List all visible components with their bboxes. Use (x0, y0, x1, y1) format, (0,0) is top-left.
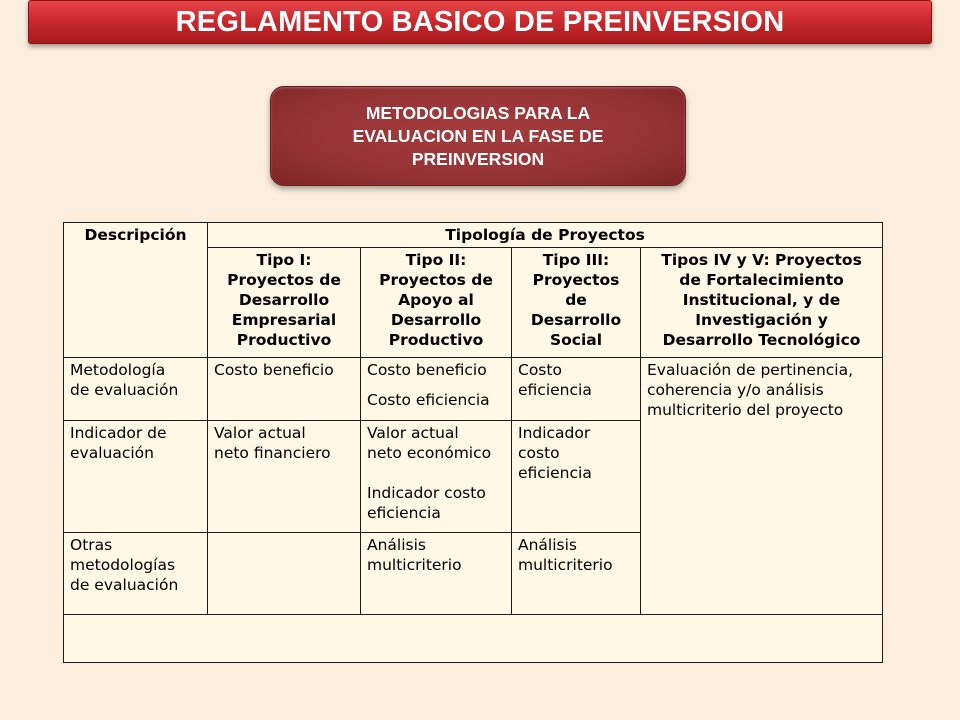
methodology-table (63, 222, 883, 663)
header-tipo-4-5: Tipos IV y V: Proyectos de Fortalecimiento Institucional, y de Investigación y Desarrollo Tecnológico (641, 248, 883, 358)
cell-tipo-1: Costo beneficio (208, 358, 361, 421)
cell-tipo-2: Análisis multicriterio (361, 533, 512, 615)
cell-tipo-3: Indicador costo eficiencia (512, 421, 641, 533)
subtitle-text: METODOLOGIAS PARA LA EVALUACION EN LA FASE DE PREINVERSION (352, 102, 604, 169)
empty-cell (64, 615, 883, 663)
subtitle-box (270, 86, 686, 186)
table-header-row (64, 223, 883, 248)
row-label: Metodología de evaluación (64, 358, 208, 421)
row-label: Otras metodologías de evaluación (64, 533, 208, 615)
header-descripcion: Descripción (64, 223, 208, 358)
title-banner (28, 0, 932, 44)
cell-tipo-1: Valor actual neto financiero (208, 421, 361, 533)
row-label: Indicador de evaluación (64, 421, 208, 533)
cell-tipo-1 (208, 533, 361, 615)
cell-tipo-2-line-1: Costo beneficio (367, 361, 487, 379)
cell-tipo-4-5: Evaluación de pertinencia, coherencia y/o análisis multicriterio del proyecto (641, 358, 883, 615)
table-row-empty (64, 615, 883, 663)
page-title: REGLAMENTO BASICO DE PREINVERSION (175, 5, 785, 38)
table-row (64, 358, 883, 421)
header-tipo-1: Tipo I: Proyectos de Desarrollo Empresarial Productivo (208, 248, 361, 358)
header-tipologia: Tipología de Proyectos (208, 223, 883, 248)
cell-tipo-3: Análisis multicriterio (512, 533, 641, 615)
header-tipo-2: Tipo II: Proyectos de Apoyo al Desarrollo Productivo (361, 248, 512, 358)
cell-tipo-2-line-2: Costo eficiencia (367, 391, 490, 409)
cell-tipo-2 (361, 358, 512, 421)
cell-tipo-2-line-1: Valor actual neto económico (367, 424, 492, 462)
cell-tipo-3: Costo eficiencia (512, 358, 641, 421)
header-tipo-3: Tipo III: Proyectos de Desarrollo Social (512, 248, 641, 358)
cell-tipo-2 (361, 421, 512, 533)
cell-tipo-2-line-2: Indicador costo eficiencia (367, 484, 486, 522)
